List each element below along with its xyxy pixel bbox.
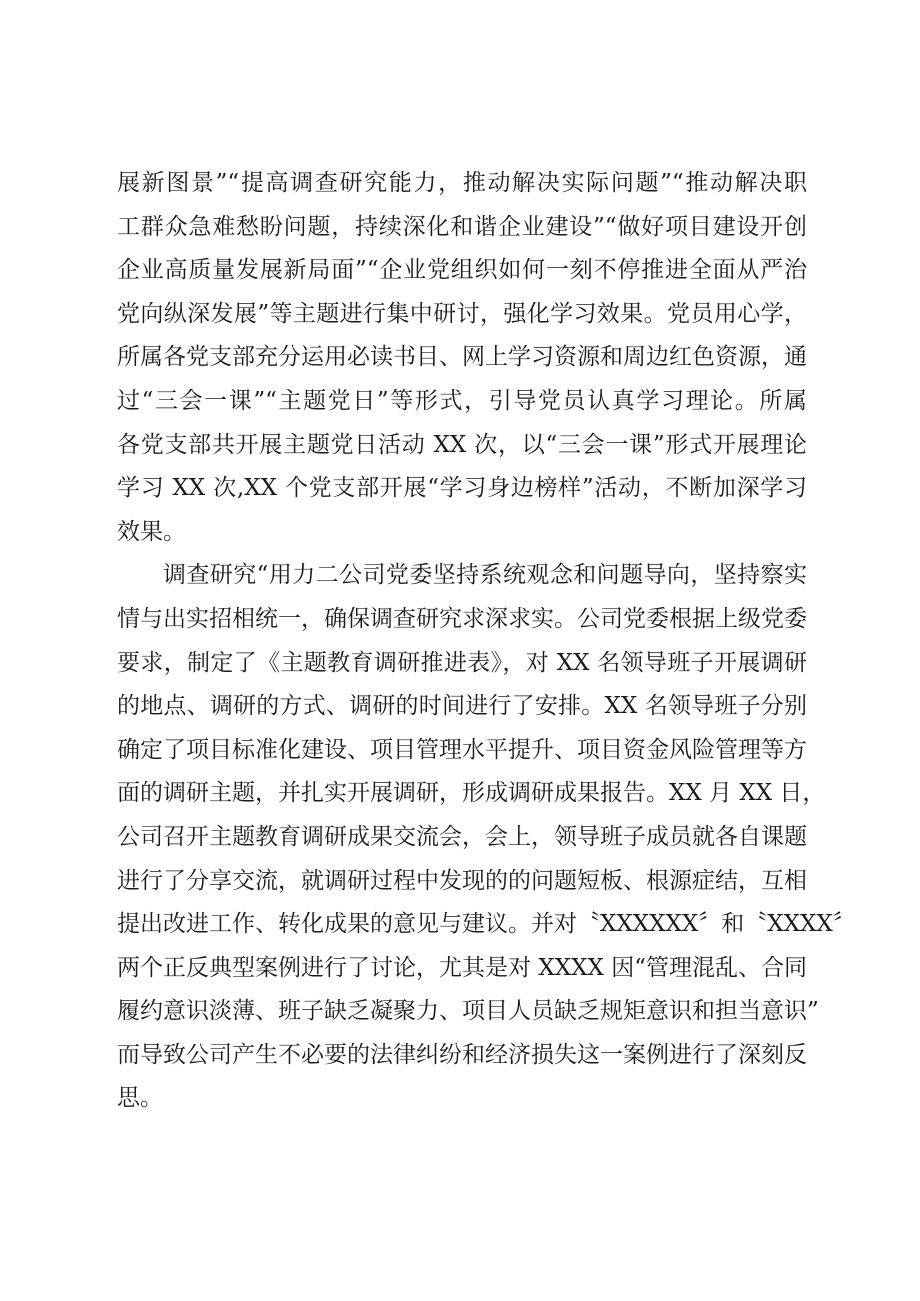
text-line: 两个正反典型案例进行了讨论，尤其是对 XXXX 因“管理混乱、合同 bbox=[117, 954, 807, 981]
text-line: 确定了项目标准化建设、项目管理水平提升、项目资金风险管理等方 bbox=[117, 736, 807, 763]
document-body bbox=[117, 162, 856, 1121]
text-line: 展新图景”“提高调查研究能力，推动解决实际问题”“推动解决职 bbox=[117, 170, 807, 196]
text-line: 进行了分享交流，就调研过程中发现的的问题短板、根源症结，互相 bbox=[117, 867, 807, 894]
text-line: 要求，制定了《主题教育调研推进表》，对 XX 名领导班子开展调研 bbox=[117, 649, 807, 676]
text-line: 的地点、调研的方式、调研的时间进行了安排。XX 名领导班子分别 bbox=[117, 693, 807, 720]
text-line: 企业高质量发展新局面”“企业党组织如何一刻不停推进全面从严治 bbox=[117, 257, 807, 284]
text-line: 提出改进工作、转化成果的意见与建议。并对〝XXXXXX〞和〝XXXX〞 bbox=[117, 911, 856, 938]
text-line: 调查研究“用力二公司党委坚持系统观念和问题导向，坚持察实 bbox=[163, 562, 807, 589]
text-line: 而导致公司产生不必要的法律纠纷和经济损失这一案例进行了深刻反 bbox=[117, 1041, 807, 1068]
paragraph-study-activities bbox=[117, 162, 807, 554]
text-line: 面的调研主题，并扎实开展调研，形成调研成果报告。XX 月 XX 日， bbox=[117, 780, 826, 807]
text-line: 履约意识淡薄、班子缺乏凝聚力、项目人员缺乏规矩意识和担当意识” bbox=[117, 998, 819, 1025]
text-line: 工群众急难愁盼问题，持续深化和谐企业建设”“做好项目建设开创 bbox=[117, 213, 807, 240]
paragraph-investigation-research bbox=[117, 554, 856, 1121]
text-line: 所属各党支部充分运用必读书目、网上学习资源和周边红色资源，通 bbox=[117, 344, 807, 371]
text-line: 效果。 bbox=[117, 518, 186, 545]
text-line: 公司召开主题教育调研成果交流会，会上，领导班子成员就各自课题 bbox=[117, 823, 807, 850]
text-line: 过“三会一课”“主题党日”等形式，引导党员认真学习理论。所属 bbox=[117, 387, 807, 414]
text-line: 情与出实招相统一，确保调查研究求深求实。公司党委根据上级党委 bbox=[117, 605, 807, 632]
text-line: 各党支部共开展主题党日活动 XX 次，以“三会一课”形式开展理论 bbox=[117, 431, 807, 458]
text-line: 思。 bbox=[117, 1085, 163, 1112]
text-line: 党向纵深发展”等主题进行集中研讨，强化学习效果。党员用心学， bbox=[117, 300, 807, 327]
text-line: 学习 XX 次,XX 个党支部开展“学习身边榜样”活动，不断加深学习 bbox=[117, 475, 807, 502]
